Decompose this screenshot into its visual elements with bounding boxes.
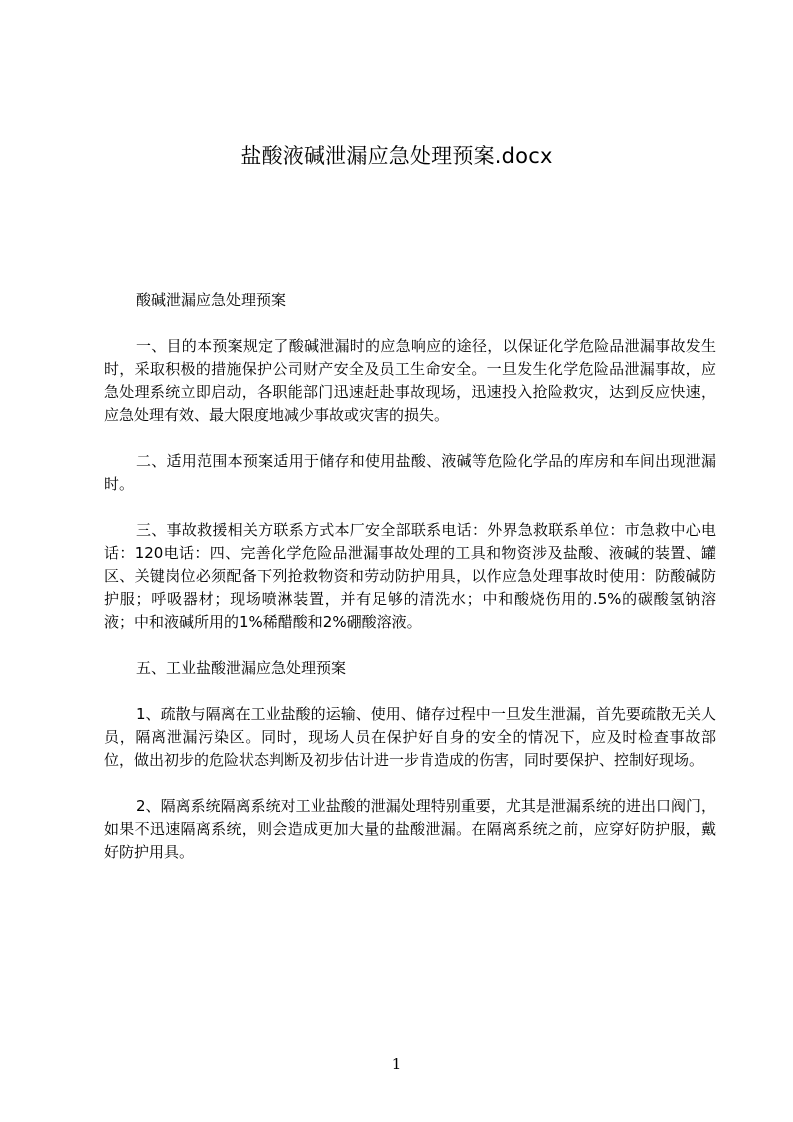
paragraph-purpose: 一、目的本预案规定了酸碱泄漏时的应急响应的途径，以保证化学危险品泄漏事故发生时，采取积极的措施保护公司财产安全及员工生命安全。一旦发生化学危险品泄漏事故，应急处理系统立即启动，各职能部门迅速赶赴事故现场，迅速投入抢险救灾，达到反应快速，应急处理有效、最大限度地减少事故或灾害的损失。 [104, 337, 716, 424]
paragraph-evacuation: 1、疏散与隔离在工业盐酸的运输、使用、储存过程中一旦发生泄漏，首先要疏散无关人员，隔离泄漏污染区。同时，现场人员在保护好自身的安全的情况下，应及时检查事故部位，做出初步的危险状态判断及初步估计进一步肯造成的伤害，同时要保护、控制好现场。 [104, 705, 716, 769]
paragraph-section-five-heading: 五、工业盐酸泄漏应急处理预案 [136, 659, 347, 677]
page-number: 1 [391, 1055, 402, 1073]
paragraph-scope: 二、适用范围本预案适用于储存和使用盐酸、液碱等危险化学品的库房和车间出现泄漏时。 [104, 452, 716, 493]
document-body [104, 289, 716, 864]
document-title: 盐酸液碱泄漏应急处理预案.docx [240, 144, 553, 168]
section-heading: 酸碱泄漏应急处理预案 [136, 291, 287, 309]
paragraph-contacts-equipment: 三、事故救援相关方联系方式本厂安全部联系电话：外界急救联系单位：市急救中心电话：120电话：四、完善化学危险品泄漏事故处理的工具和物资涉及盐酸、液碱的装置、罐区、关键岗位必须配备下列抢救物资和劳动防护用具，以作应急处理事故时使用：防酸碱防护服；呼吸器材；现场喷淋装置，并有足够的清洗水；中和酸烧伤用的.5%的碳酸氢钠溶液；中和液碱所用的1%稀醋酸和2%硼酸溶液。 [104, 521, 716, 631]
paragraph-isolation: 2、隔离系统隔离系统对工业盐酸的泄漏处理特别重要，尤其是泄漏系统的进出口阀门，如果不迅速隔离系统，则会造成更加大量的盐酸泄漏。在隔离系统之前，应穿好防护服，戴好防护用具。 [104, 797, 716, 861]
